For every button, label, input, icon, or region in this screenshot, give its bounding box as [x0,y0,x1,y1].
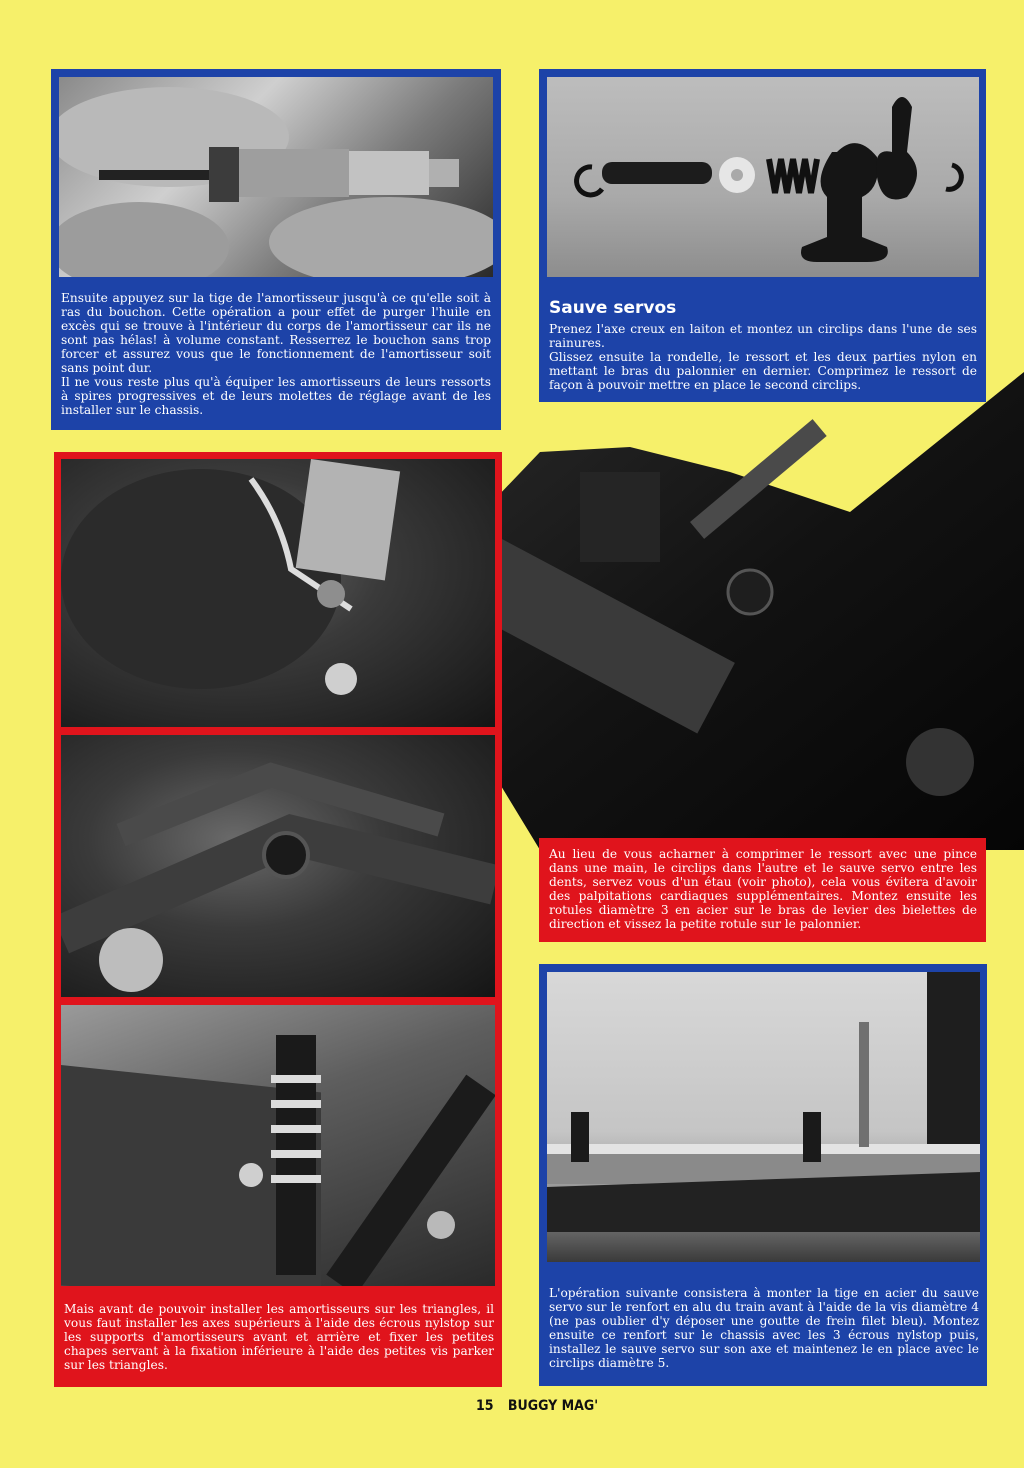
vise-caption [549,847,977,931]
shock-photo [59,77,493,277]
vise-photo [430,372,1024,850]
renfort-caption [549,1286,979,1370]
triangles-caption-p1: Mais avant de pouvoir installer les amortisseurs sur les triangles, il vous faut installer les axes supérieurs à l'aide des écrous nylstop sur les supports d'amortisseurs avant et arrière et fixer les petites chapes servant à la fixation inférieure à l'aide des petites vis parker sur les triangles. [64,1302,494,1372]
shock-caption-p1: Ensuite appuyez sur la tige de l'amortisseur jusqu'à ce qu'elle soit à ras du bouchon. Cette opération a pour effet de purger l'huile en excès qui se trouve à l'intérieur du corps de l'amortisseur car ils ne sont pas hélas! à volume constant. Resserrez le bouchon sans trop forcer et assurez vous que le fonctionnement de l'amortisseur soit sans point dur. [61,291,491,375]
renfort-panel [539,964,987,1386]
sauve-servos-heading: Sauve servos [549,298,677,318]
renfort-photo [547,972,980,1262]
triangles-photo-3 [61,1005,495,1286]
vise-caption-p1: Au lieu de vous acharner à comprimer le ressort avec une pince dans une main, le circlips dans l'autre et le sauve servo entre les dents, servez vous d'un étau (voir photo), cela vous évitera d'avoir des palpitations cardiaques supplémentaires. Montez ensuite les rotules diamètre 3 en acier sur le bras de levier des bielettes de direction et vissez la petite rotule sur le palonnier. [549,847,977,931]
sauve-servos-panel [539,69,986,402]
triangles-photo-1 [61,459,495,727]
vise-caption-panel [539,838,986,942]
sauve-servos-caption-p1: Prenez l'axe creux en laiton et montez un circlips dans l'une de ses rainures. [549,322,977,350]
shock-caption-p2: Il ne vous reste plus qu'à équiper les amortisseurs de leurs ressorts à spires progressives et de leurs molettes de réglage avant de les installer sur le chassis. [61,375,491,417]
triangles-panel [54,452,502,1387]
magazine-name: BUGGY MAG' [507,1398,599,1414]
triangles-caption [64,1302,494,1372]
renfort-caption-p1: L'opération suivante consistera à monter la tige en acier du sauve servo sur le renfort en alu du train avant à l'aide de la vis diamètre 4 (ne pas oublier d'y déposer une goutte de frein filet bleu). Montez ensuite ce renfort sur le chassis avec les 3 écrous nylstop puis, installez le sauve servo sur son axe et maintenez le en place avec le circlips diamètre 5. [549,1286,979,1370]
shock-caption [61,291,491,417]
triangles-photo-2 [61,735,495,997]
page-footer [476,1398,608,1414]
sauve-servos-photo [547,77,979,277]
sauve-servos-caption-p2: Glissez ensuite la rondelle, le ressort et les deux parties nylon en mettant le bras du palonnier en dernier. Comprimez le ressort de façon à pouvoir mettre en place le second circlips. [549,350,977,392]
page-number: 15 [476,1398,494,1414]
